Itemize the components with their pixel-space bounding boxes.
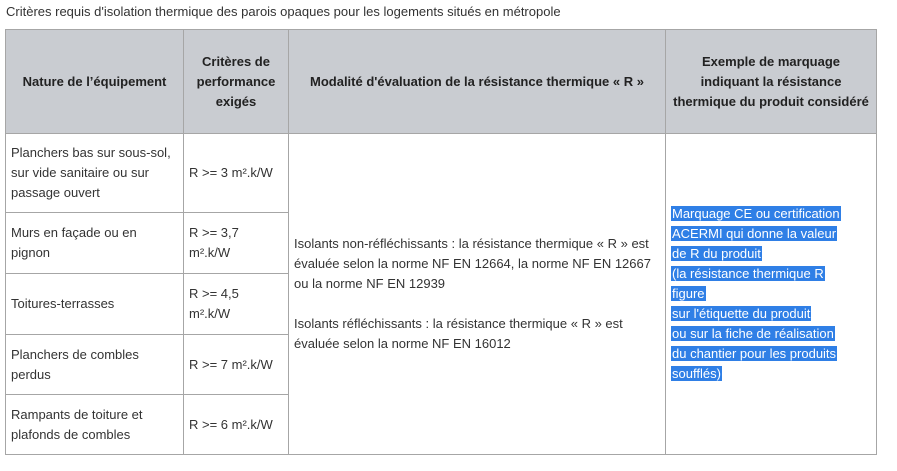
table-row bbox=[6, 134, 877, 213]
marquage-line: figure bbox=[672, 286, 705, 301]
marquage-line: du chantier pour les produits bbox=[672, 346, 837, 361]
cell-criteres: R >= 4,5 m².k/W bbox=[184, 274, 289, 335]
cell-nature: Planchers bas sur sous-sol, sur vide sanitaire ou sur passage ouvert bbox=[6, 134, 184, 213]
cell-nature: Murs en façade ou en pignon bbox=[6, 213, 184, 274]
cell-criteres: R >= 6 m².k/W bbox=[184, 395, 289, 455]
modalite-reflechissants: Isolants réfléchissants : la résistance thermique « R » est évaluée selon la norme NF EN 16012 bbox=[294, 316, 623, 351]
cell-criteres: R >= 7 m².k/W bbox=[184, 335, 289, 395]
insulation-criteria-table bbox=[5, 29, 877, 455]
marquage-line: soufflés) bbox=[672, 366, 721, 381]
modalite-non-reflechissants: Isolants non-réfléchissants : la résistance thermique « R » est évaluée selon la norme NF EN 12664, la norme NF EN 12667 ou la norme NF EN 12939 bbox=[294, 236, 651, 291]
table-caption: Critères requis d'isolation thermique des parois opaques pour les logements situés en métropole bbox=[6, 4, 561, 19]
header-modalite: Modalité d'évaluation de la résistance thermique « R » bbox=[289, 30, 666, 134]
header-nature: Nature de l’équipement bbox=[6, 30, 184, 134]
cell-criteres: R >= 3,7 m².k/W bbox=[184, 213, 289, 274]
selected-text-block[interactable] bbox=[671, 204, 871, 384]
header-criteres: Critères de performance exigés bbox=[184, 30, 289, 134]
cell-nature: Planchers de combles perdus bbox=[6, 335, 184, 395]
marquage-line: Marquage CE ou certification bbox=[672, 206, 840, 221]
cell-marquage[interactable] bbox=[666, 134, 877, 455]
marquage-line: de R du produit bbox=[672, 246, 761, 261]
table-header-row bbox=[6, 30, 877, 134]
marquage-line: sur l'étiquette du produit bbox=[672, 306, 811, 321]
cell-nature: Rampants de toiture et plafonds de combles bbox=[6, 395, 184, 455]
cell-criteres: R >= 3 m².k/W bbox=[184, 134, 289, 213]
marquage-line: ACERMI qui donne la valeur bbox=[672, 226, 837, 241]
marquage-line: (la résistance thermique R bbox=[672, 266, 824, 281]
cell-modalite bbox=[289, 134, 666, 455]
cell-nature: Toitures-terrasses bbox=[6, 274, 184, 335]
header-exemple: Exemple de marquage indiquant la résistance thermique du produit considéré bbox=[666, 30, 877, 134]
marquage-line: ou sur la fiche de réalisation bbox=[672, 326, 834, 341]
